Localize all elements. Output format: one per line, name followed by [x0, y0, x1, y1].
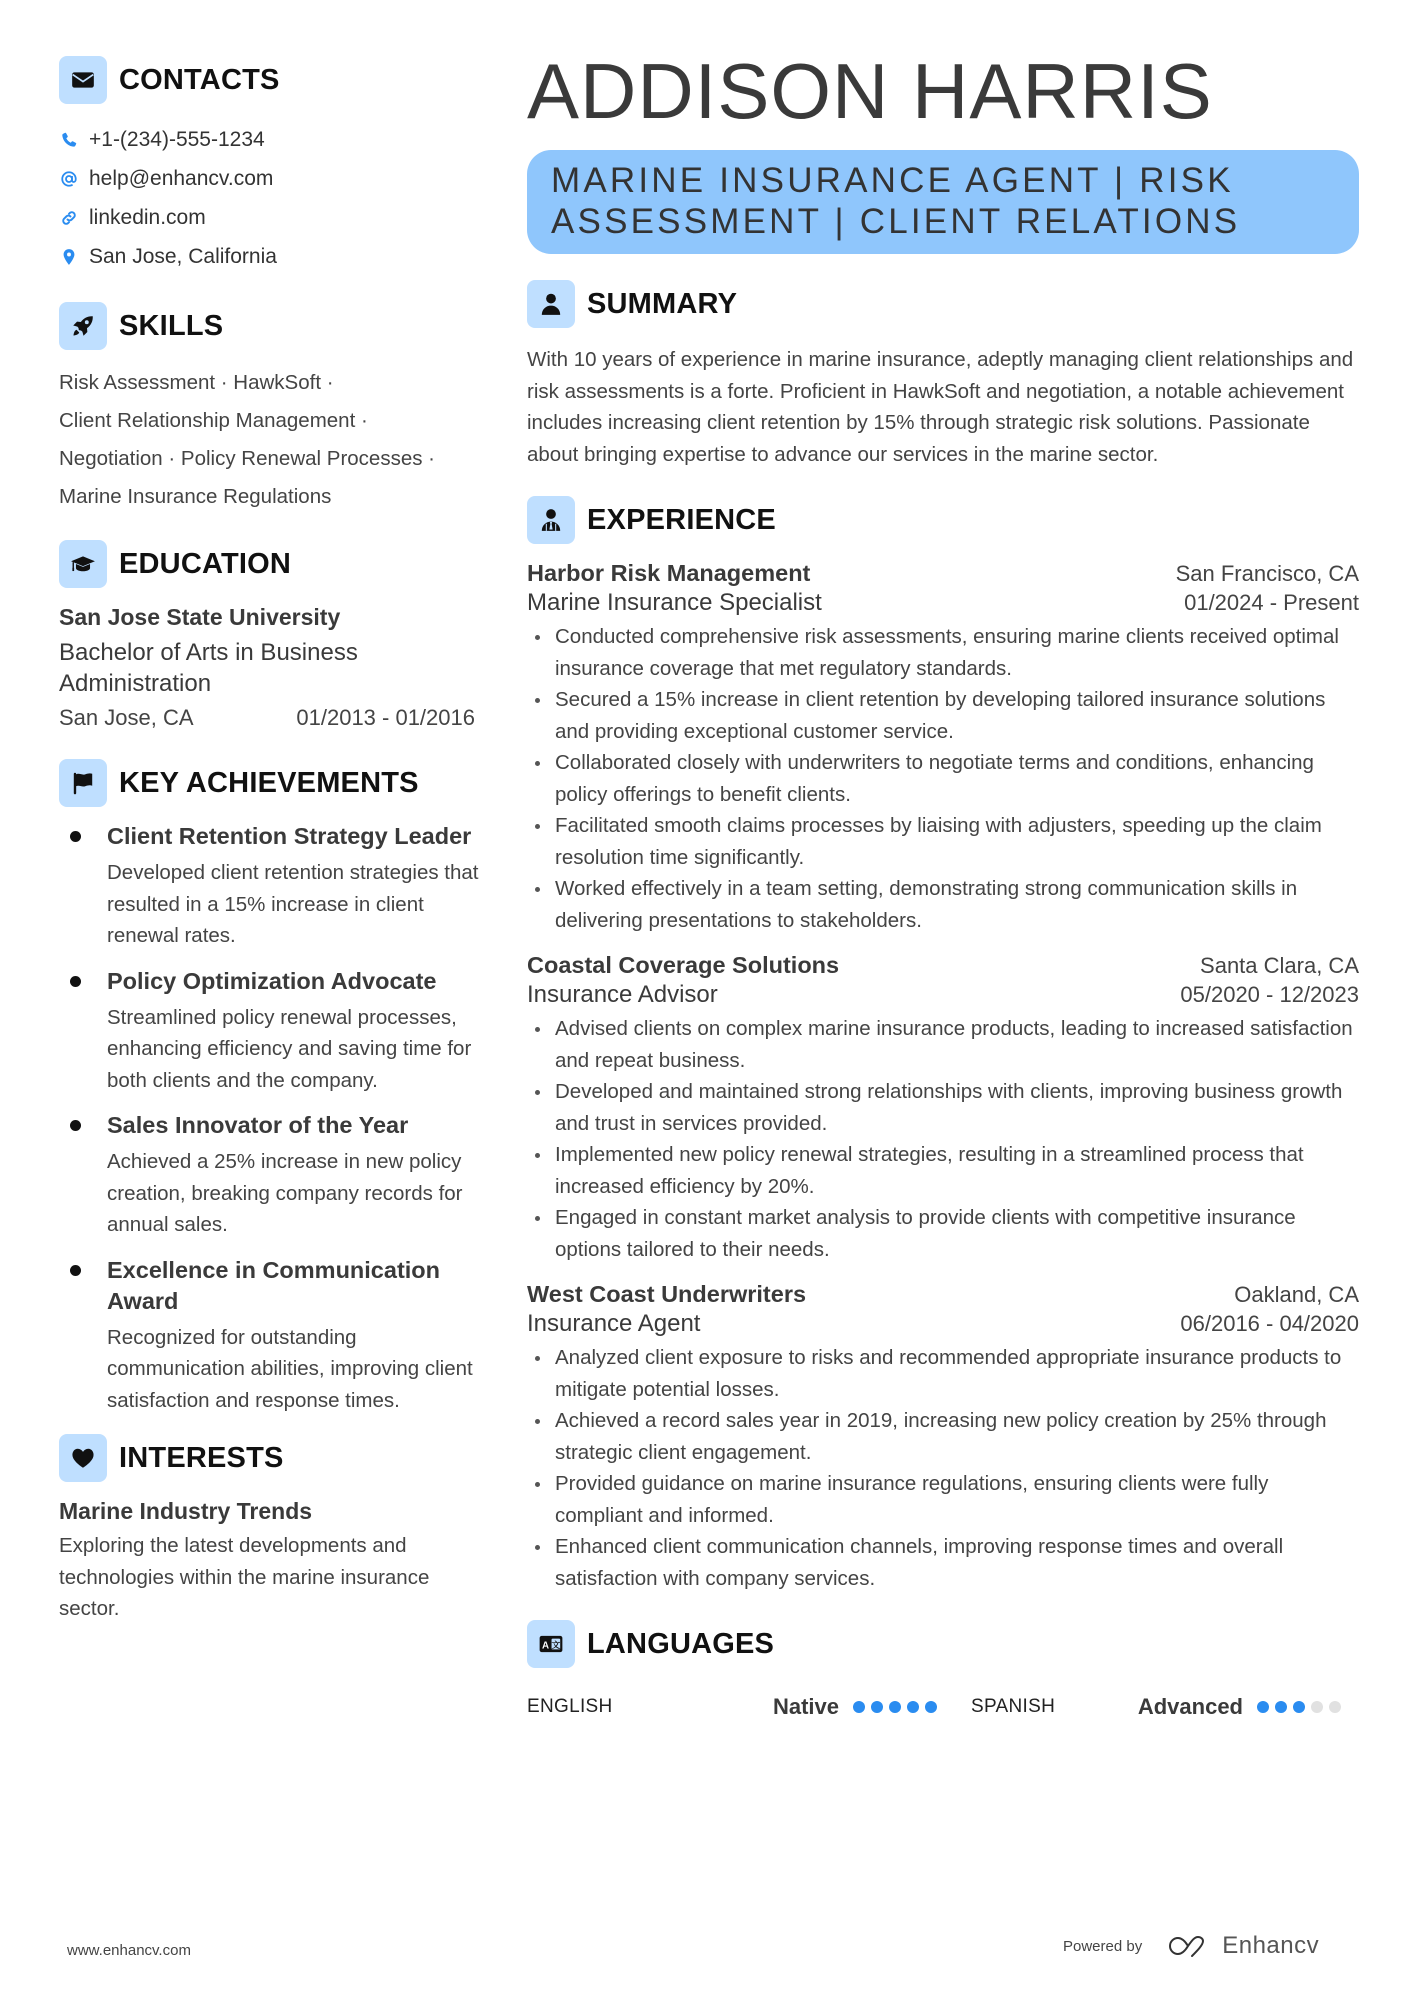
brand-name: Enhancv [1222, 1932, 1320, 1959]
achievements-list [59, 821, 479, 1416]
achievement-desc: Recognized for outstanding communication abilities, improving client satisfaction and response times. [107, 1325, 473, 1412]
rocket-icon [59, 302, 107, 350]
bullet-icon [70, 976, 81, 987]
achievement-item [59, 1110, 479, 1241]
powered-by-label: Powered by [1063, 1937, 1143, 1955]
envelope-icon [59, 56, 107, 104]
job-location: San Francisco, CA [1175, 561, 1359, 586]
job-company: Harbor Risk Management [527, 560, 811, 586]
dot-filled-icon [871, 1701, 883, 1713]
job-company: West Coast Underwriters [527, 1281, 807, 1307]
job-role: Insurance Agent [527, 1310, 701, 1337]
achievement-desc: Developed client retention strategies that resulted in a 15% increase in client renewal rates. [107, 861, 479, 947]
linkedin-value: linkedin.com [89, 205, 206, 229]
footer-branding [1063, 1932, 1319, 1960]
education-dates: 01/2013 - 01/2016 [296, 705, 475, 730]
svg-text:A: A [542, 1640, 550, 1652]
job-bullets [527, 621, 1359, 936]
job-dates: 05/2020 - 12/2023 [1180, 982, 1359, 1007]
contacts-header [59, 56, 479, 104]
job-entry [527, 560, 1359, 936]
achievement-desc: Streamlined policy renewal processes, enhancing efficiency and saving time for both clients and the company. [107, 1005, 472, 1092]
summary-section [527, 280, 1359, 470]
achievement-title: Excellence in Communication Award [107, 1256, 441, 1314]
achievement-item [59, 1255, 479, 1417]
job-role-row [527, 1310, 1359, 1338]
dot-filled-icon [1257, 1701, 1269, 1713]
skills-line: Client Relationship Management · [59, 409, 368, 432]
interests-header [59, 1434, 479, 1482]
contact-linkedin[interactable] [59, 198, 479, 237]
education-meta [59, 705, 475, 731]
svg-text:文: 文 [551, 1639, 561, 1650]
degree: Bachelor of Arts in Business Administration [59, 639, 358, 697]
job-role-row [527, 981, 1359, 1009]
location-pin-icon [59, 246, 79, 268]
job-bullet: Implemented new policy renewal strategies, resulting in a streamlined process that increased efficiency by 20%. [527, 1139, 1359, 1202]
contact-location [59, 237, 479, 276]
dot-filled-icon [1293, 1701, 1305, 1713]
graduation-cap-icon [59, 540, 107, 588]
language-item [971, 1694, 1341, 1720]
experience-header [527, 496, 1359, 544]
language-name: SPANISH [971, 1696, 1056, 1717]
job-dates: 01/2024 - Present [1184, 590, 1359, 615]
job-title-tagline: MARINE INSURANCE AGENT | RISK ASSESSMENT | CLIENT RELATIONS [551, 161, 1241, 241]
language-item [527, 1694, 937, 1720]
skills-line: Negotiation · Policy Renewal Processes · [59, 447, 435, 470]
language-level: Native [772, 1694, 839, 1719]
dot-empty-icon [1329, 1701, 1341, 1713]
job-role-row [527, 589, 1359, 617]
job-bullet: Secured a 15% increase in client retention by developing tailored insurance solutions and providing exceptional customer service. [527, 684, 1359, 747]
section-title: INTERESTS [119, 1441, 284, 1474]
job-bullet: Collaborated closely with underwriters to negotiate terms and conditions, enhancing policy offerings to benefit clients. [527, 747, 1359, 810]
location-value: San Jose, California [89, 244, 277, 268]
section-title: LANGUAGES [587, 1627, 775, 1660]
achievement-item [59, 966, 479, 1097]
section-title: EDUCATION [119, 547, 292, 580]
section-title: SUMMARY [587, 287, 738, 320]
job-bullet: Engaged in constant market analysis to provide clients with competitive insurance options tailored to their needs. [527, 1202, 1359, 1265]
user-icon [527, 280, 575, 328]
language-name: ENGLISH [527, 1696, 613, 1717]
job-company: Coastal Coverage Solutions [527, 952, 840, 978]
dot-filled-icon [925, 1701, 937, 1713]
job-dates: 06/2016 - 04/2020 [1180, 1311, 1359, 1336]
summary-text: With 10 years of experience in marine insurance, adeptly managing client relationships and risk assessments is a forte. Proficient in HawkSoft and negotiation, a notable achievement includes increasing client retention by 15% through strategic risk solutions. Passionate about bringing expertise to advance our services in the marine sector. [527, 348, 1354, 466]
proficiency-dots [1257, 1701, 1341, 1713]
summary-header [527, 280, 1359, 328]
section-title: EXPERIENCE [587, 503, 776, 536]
achievement-title: Client Retention Strategy Leader [107, 823, 472, 849]
languages-list [527, 1694, 1359, 1720]
school-name: San Jose State University [59, 604, 341, 630]
language-level: Advanced [1137, 1694, 1243, 1719]
job-bullet: Developed and maintained strong relationships with clients, improving business growth and trust in services provided. [527, 1076, 1359, 1139]
footer-website[interactable]: www.enhancv.com [67, 1942, 191, 1959]
proficiency-dots [853, 1701, 937, 1713]
job-bullet: Worked effectively in a team setting, demonstrating strong communication skills in delivering presentations to stakeholders. [527, 873, 1359, 936]
phone-value: +1-(234)-555-1234 [89, 127, 265, 151]
job-bullet: Advised clients on complex marine insurance products, leading to increased satisfaction and repeat business. [527, 1013, 1359, 1076]
job-location: Santa Clara, CA [1200, 953, 1359, 978]
dot-empty-icon [1311, 1701, 1323, 1713]
contact-email[interactable] [59, 159, 479, 198]
job-bullet: Enhanced client communication channels, improving response times and overall satisfaction with company services. [527, 1531, 1359, 1594]
job-bullet: Provided guidance on marine insurance regulations, ensuring clients were fully compliant and informed. [527, 1468, 1359, 1531]
job-header-row [527, 952, 1359, 979]
dot-filled-icon [853, 1701, 865, 1713]
bullet-icon [70, 1265, 81, 1276]
job-entry [527, 1281, 1359, 1594]
interests-section [59, 1434, 479, 1625]
job-bullet: Facilitated smooth claims processes by liaising with adjusters, speeding up the claim resolution time significantly. [527, 810, 1359, 873]
job-bullet: Achieved a record sales year in 2019, increasing new policy creation by 25% through strategic client engagement. [527, 1405, 1359, 1468]
education-header [59, 540, 479, 588]
skills-line: Risk Assessment · HawkSoft · [59, 371, 334, 394]
section-title: CONTACTS [119, 63, 280, 96]
candidate-name: ADDISON HARRIS [527, 47, 1213, 135]
heart-icon [59, 1434, 107, 1482]
dot-filled-icon [1275, 1701, 1287, 1713]
title-banner [527, 150, 1359, 254]
phone-icon [59, 129, 79, 151]
bullet-icon [70, 831, 81, 842]
languages-header [527, 1620, 1359, 1668]
skills-list [59, 364, 479, 516]
flag-icon [59, 759, 107, 807]
at-icon [59, 168, 79, 190]
section-title: SKILLS [119, 309, 224, 342]
interest-title: Marine Industry Trends [59, 1498, 313, 1524]
achievements-section [59, 759, 479, 1416]
enhancv-logo-icon [1166, 1932, 1214, 1960]
job-bullets [527, 1013, 1359, 1265]
contact-phone[interactable] [59, 120, 479, 159]
translate-icon [527, 1620, 575, 1668]
email-value: help@enhancv.com [89, 166, 274, 190]
achievement-title: Sales Innovator of the Year [107, 1112, 409, 1138]
interest-desc: Exploring the latest developments and technologies within the marine insurance sector. [59, 1534, 430, 1620]
bullet-icon [70, 1120, 81, 1131]
skills-section [59, 302, 479, 516]
left-column [59, 56, 479, 1625]
achievements-header [59, 759, 479, 807]
dot-filled-icon [907, 1701, 919, 1713]
job-bullet: Analyzed client exposure to risks and recommended appropriate insurance products to mitigate potential losses. [527, 1342, 1359, 1405]
job-header-row [527, 560, 1359, 587]
job-role: Insurance Advisor [527, 981, 718, 1008]
job-bullet: Conducted comprehensive risk assessments, ensuring marine clients received optimal insurance coverage that met regulatory standards. [527, 621, 1359, 684]
job-role: Marine Insurance Specialist [527, 589, 822, 616]
experience-section [527, 496, 1359, 1594]
job-location: Oakland, CA [1234, 1282, 1359, 1307]
contacts-section [59, 56, 479, 276]
dot-filled-icon [889, 1701, 901, 1713]
education-section [59, 540, 479, 731]
achievement-desc: Achieved a 25% increase in new policy creation, breaking company records for annual sales. [107, 1150, 463, 1236]
job-bullets [527, 1342, 1359, 1594]
user-tie-icon [527, 496, 575, 544]
right-column [527, 47, 1359, 1720]
education-location: San Jose, CA [59, 705, 194, 730]
link-icon [59, 207, 79, 229]
skills-header [59, 302, 479, 350]
languages-section [527, 1620, 1359, 1720]
contact-list [59, 120, 479, 276]
section-title: KEY ACHIEVEMENTS [119, 766, 419, 799]
achievement-title: Policy Optimization Advocate [107, 967, 437, 994]
job-entry [527, 952, 1359, 1265]
job-header-row [527, 1281, 1359, 1308]
achievement-item [59, 821, 479, 952]
skills-line: Marine Insurance Regulations [59, 485, 332, 508]
